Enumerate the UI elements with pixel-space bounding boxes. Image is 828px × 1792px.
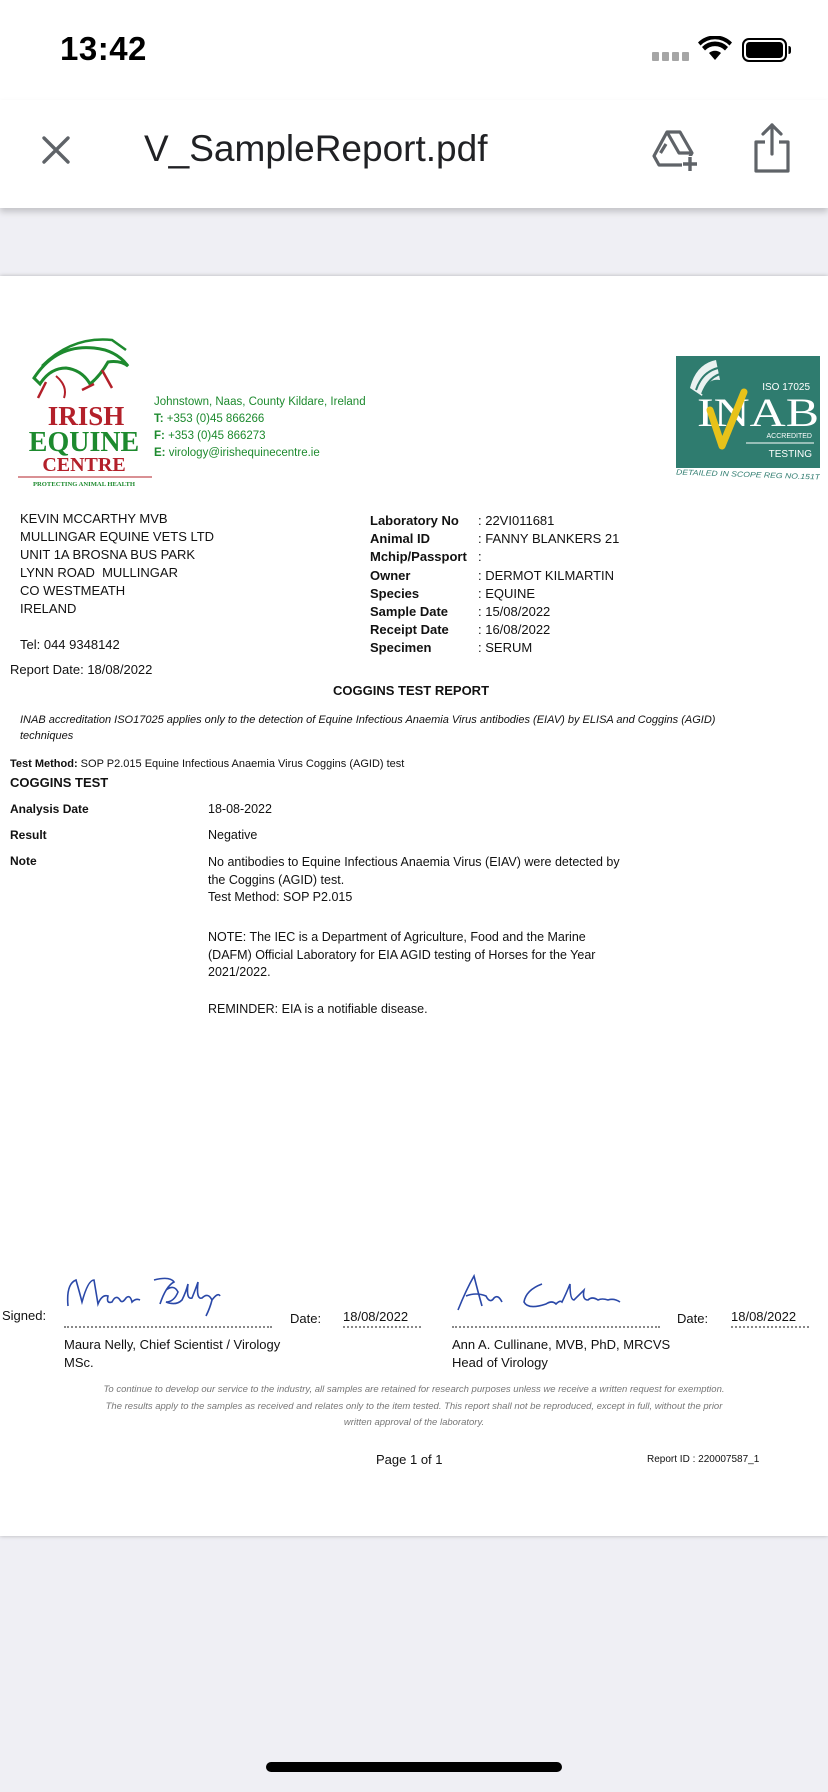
page-number: Page 1 of 1 [376, 1452, 443, 1467]
signature-2-line [452, 1326, 660, 1328]
inab-scope: DETAILED IN SCOPE REG NO.151T [676, 467, 802, 481]
address-line: CO WESTMEATH [20, 583, 126, 598]
lab-field-key: Receipt Date [370, 622, 449, 638]
signer-1-name [64, 1336, 280, 1372]
status-time: 13:42 [60, 30, 147, 67]
irish-equine-centre-logo [16, 326, 156, 496]
report-id: Report ID : 220007587_1 [647, 1454, 760, 1465]
signer-1-date: 18/08/2022 [343, 1309, 409, 1324]
note-label: Note [10, 854, 37, 868]
inab-accreditation-note: INAB accreditation ISO17025 applies only to the detection of Equine Infectious Anaemia Virus antibodies (EIAV) by ELISA and Coggins (AGID) techniques [20, 714, 716, 742]
inab-name: INAB [697, 390, 819, 435]
lab-field-row [370, 530, 619, 548]
note-line: Test Method: SOP P2.015 [208, 890, 353, 904]
reminder-note: REMINDER: EIA is a notifiable disease. [208, 1002, 428, 1016]
signer-1-date-line [343, 1326, 421, 1328]
signer-1-name-line: Maura Nelly, Chief Scientist / Virology [64, 1337, 281, 1352]
home-indicator[interactable] [266, 1762, 562, 1772]
address-line: LYNN ROAD MULLINGAR [20, 565, 178, 580]
logo-tagline: PROTECTING ANIMAL HEALTH [33, 481, 135, 488]
signature-2 [452, 1270, 632, 1320]
signature-1-line [64, 1326, 272, 1328]
wifi-icon [698, 36, 732, 62]
fax-label: F: [154, 430, 165, 442]
signer-2-name [452, 1336, 670, 1372]
inab-accredited: ACCREDITED [766, 433, 812, 440]
test-method [10, 758, 404, 770]
lab-field-key: Laboratory No [370, 513, 459, 528]
lab-field-key: Specimen [370, 640, 432, 656]
report-title: COGGINS TEST REPORT [333, 683, 490, 698]
laboratory-details [370, 512, 619, 658]
lab-field-row [370, 621, 619, 639]
signer-2-date: 18/08/2022 [731, 1309, 797, 1324]
logo-line-3: CENTRE [42, 454, 126, 476]
iec-fax: +353 (0)45 866273 [168, 430, 266, 442]
lab-field-key: Mchip/Passport [370, 549, 467, 565]
footer-line: written approval of the laboratory. [343, 1417, 485, 1428]
dafm-note [208, 929, 595, 982]
inab-accreditation-logo [676, 356, 820, 482]
address-line: IRELAND [20, 601, 77, 616]
battery-icon [742, 38, 792, 62]
signer-2-date-line [731, 1326, 809, 1328]
note-line: the Coggins (AGID) test. [208, 872, 345, 887]
logo-line-1: IRISH [47, 401, 125, 431]
inab-iso: ISO 17025 [762, 382, 810, 393]
signer-2-name-line: Head of Virology [452, 1355, 548, 1370]
note-text [208, 854, 620, 907]
section-title: COGGINS TEST [10, 775, 109, 790]
note-line: NOTE: The IEC is a Department of Agriculture, Food and the Marine [208, 930, 586, 944]
footer-line: To continue to develop our service to the industry, all samples are retained for research purposes unless we receive a written request for exemption. [103, 1384, 725, 1395]
note-line: No antibodies to Equine Infectious Anaemia Virus (EIAV) were detected by [208, 855, 620, 869]
footer-disclaimer [40, 1382, 788, 1432]
lab-field-value: : FANNY BLANKERS 21 [478, 531, 620, 547]
analysis-date-label: Analysis Date [10, 802, 89, 816]
recipient-address [20, 510, 214, 618]
lab-field-row [370, 585, 619, 603]
lab-field-key: Sample Date [370, 604, 449, 620]
signer-2-name-line: Ann A. Cullinane, MVB, PhD, MRCVS [452, 1337, 671, 1352]
lab-field-value: : 22VI011681 [478, 513, 555, 528]
lab-field-key: Species [370, 585, 420, 601]
result-value: Negative [208, 828, 258, 842]
status-bar [0, 0, 828, 100]
note-line: (DAFM) Official Laboratory for EIA AGID testing of Horses for the Year [208, 947, 596, 962]
lab-field-key: Animal ID [370, 531, 430, 547]
lab-field-row [370, 567, 619, 585]
close-icon[interactable] [36, 130, 76, 170]
inab-testing: TESTING [768, 449, 812, 460]
lab-field-value: : EQUINE [478, 585, 536, 601]
signed-label: Signed: [2, 1308, 47, 1323]
lab-field-row [370, 603, 619, 621]
lab-field-value: : SERUM [478, 640, 533, 656]
document-title: V_SampleReport.pdf [144, 128, 488, 169]
signer-1-name-line: MSc. [64, 1355, 94, 1370]
lab-field-key: Owner [370, 567, 411, 583]
report-date: Report Date: 18/08/2022 [10, 662, 153, 677]
lab-field-row [370, 639, 619, 657]
signer-2-date-label: Date: [677, 1311, 709, 1326]
cellular-signal-icon [652, 52, 689, 61]
result-label: Result [10, 828, 47, 842]
signature-1 [62, 1272, 242, 1318]
lab-field-value: : [478, 549, 482, 565]
iec-email: virology@irishequinecentre.ie [168, 447, 320, 459]
email-label: E: [154, 447, 166, 459]
lab-field-value: : DERMOT KILMARTIN [478, 567, 615, 583]
tel-label: T: [154, 413, 164, 425]
lab-field-row [370, 512, 619, 530]
test-method-label: Test Method: [10, 758, 78, 770]
footer-line: The results apply to the samples as received and relates only to the item tested. This report shall not be reproduced, except in full, without the prior [105, 1400, 723, 1412]
pdf-page[interactable] [0, 276, 828, 1536]
address-line: UNIT 1A BROSNA BUS PARK [20, 547, 196, 562]
logo-line-2: EQUINE [28, 427, 140, 458]
address-line: KEVIN MCCARTHY MVB [20, 511, 168, 526]
analysis-date-value: 18-08-2022 [208, 802, 272, 816]
add-to-drive-icon[interactable] [652, 126, 698, 172]
pdf-toolbar [0, 100, 828, 208]
note-line: 2021/2022. [208, 965, 271, 979]
lab-field-row [370, 548, 619, 566]
signer-1-date-label: Date: [290, 1311, 322, 1326]
iec-address: Johnstown, Naas, County Kildare, Ireland [154, 396, 366, 408]
lab-field-value: : 16/08/2022 [478, 622, 551, 638]
iec-contact-block [154, 394, 366, 462]
test-method-value: SOP P2.015 Equine Infectious Anaemia Virus Coggins (AGID) test [77, 758, 405, 770]
lab-field-value: : 15/08/2022 [478, 604, 551, 620]
share-icon[interactable] [752, 122, 792, 174]
recipient-tel: Tel: 044 9348142 [20, 637, 120, 652]
iec-tel: +353 (0)45 866266 [166, 413, 265, 425]
address-line: MULLINGAR EQUINE VETS LTD [20, 529, 215, 544]
